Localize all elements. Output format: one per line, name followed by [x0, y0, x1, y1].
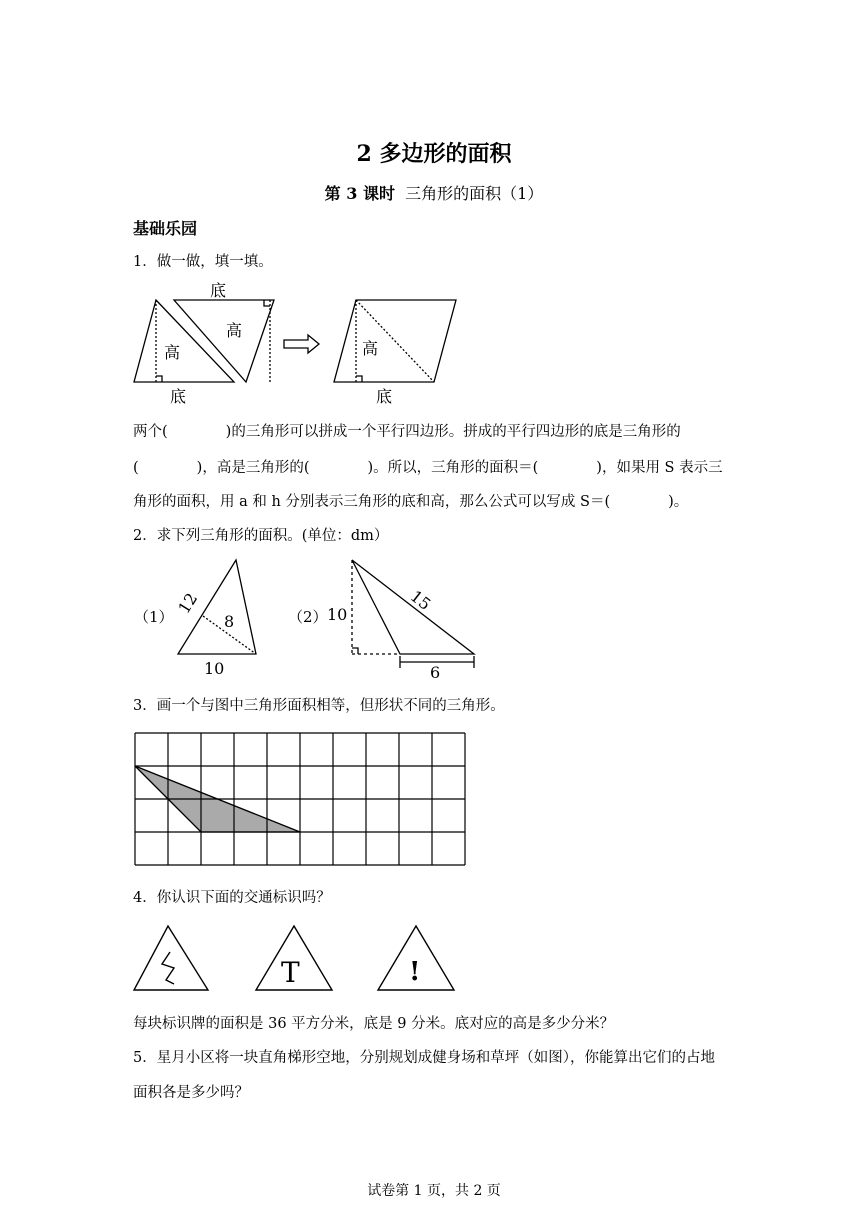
q1-fill-line-3: 角形的面积，用 a 和 h 分别表示三角形的底和高，那么公式可以写成 S＝( )。 — [133, 494, 689, 510]
q3-stem: 3．画一个与图中三角形面积相等，但形状不同的三角形。 — [133, 698, 505, 714]
right-angle-mark — [156, 376, 162, 382]
t-icon: T — [281, 956, 300, 989]
exclaim-icon: ! — [409, 957, 421, 987]
label-height: 高 — [226, 321, 243, 340]
triangle-right — [174, 300, 274, 382]
page-footer: 试卷第 1 页，共 2 页 — [367, 1183, 501, 1199]
lesson-number: 第 3 课时 — [324, 184, 395, 203]
page-title: 2 多边形的面积 — [356, 141, 512, 167]
label-height: 高 — [362, 339, 379, 358]
q4-question: 每块标识牌的面积是 36 平方分米，底是 9 分米。底对应的高是多少分米？ — [133, 1016, 615, 1032]
right-angle-mark — [352, 648, 358, 654]
label-base: 底 — [376, 387, 393, 406]
zigzag-icon — [162, 952, 174, 984]
q5-stem-line-1: 5．星月小区将一块直角梯形空地，分别规划成健身场和草坪（如图），你能算出它们的占地 — [133, 1050, 715, 1066]
label-base: 底 — [210, 282, 227, 300]
q2-stem: 2．求下列三角形的面积。(单位：dm） — [133, 528, 389, 544]
q1-fill-line-2: ( )，高是三角形的( )。所以，三角形的面积＝( )，如果用 S 表示三 — [133, 460, 723, 476]
label-height: 高 — [164, 343, 181, 362]
height-label: 10 — [327, 605, 348, 624]
sign-zigzag — [134, 926, 208, 990]
q1-fill-line-1: 两个( )的三角形可以拼成一个平行四边形。拼成的平行四边形的底是三角形的 — [133, 424, 681, 440]
arrow-right-icon — [284, 335, 319, 353]
height-label: 8 — [224, 612, 235, 631]
label-base: 底 — [170, 387, 187, 406]
fig1-label: （1） — [134, 608, 174, 626]
side-label: 12 — [174, 589, 202, 617]
triangle-2 — [352, 560, 474, 654]
section-heading: 基础乐园 — [133, 219, 198, 238]
q4-signs — [130, 920, 470, 995]
q4-stem: 4．你认识下面的交通标识吗？ — [133, 890, 331, 906]
q2-figure — [128, 552, 488, 682]
hyp-label: 15 — [406, 586, 435, 614]
q5-stem-line-2: 面积各是多少吗？ — [133, 1085, 249, 1101]
right-angle-mark — [356, 376, 362, 382]
base-label: 10 — [204, 659, 225, 678]
q3-grid — [134, 732, 468, 866]
q1-figure — [128, 282, 468, 407]
q1-stem: 1．做一做，填一填。 — [133, 254, 273, 270]
lesson-subtitle — [0, 181, 868, 204]
base-label: 6 — [430, 663, 441, 682]
right-angle-mark — [264, 300, 270, 306]
lesson-title: 三角形的面积（1） — [405, 184, 544, 203]
fig2-label: （2） — [288, 608, 328, 626]
